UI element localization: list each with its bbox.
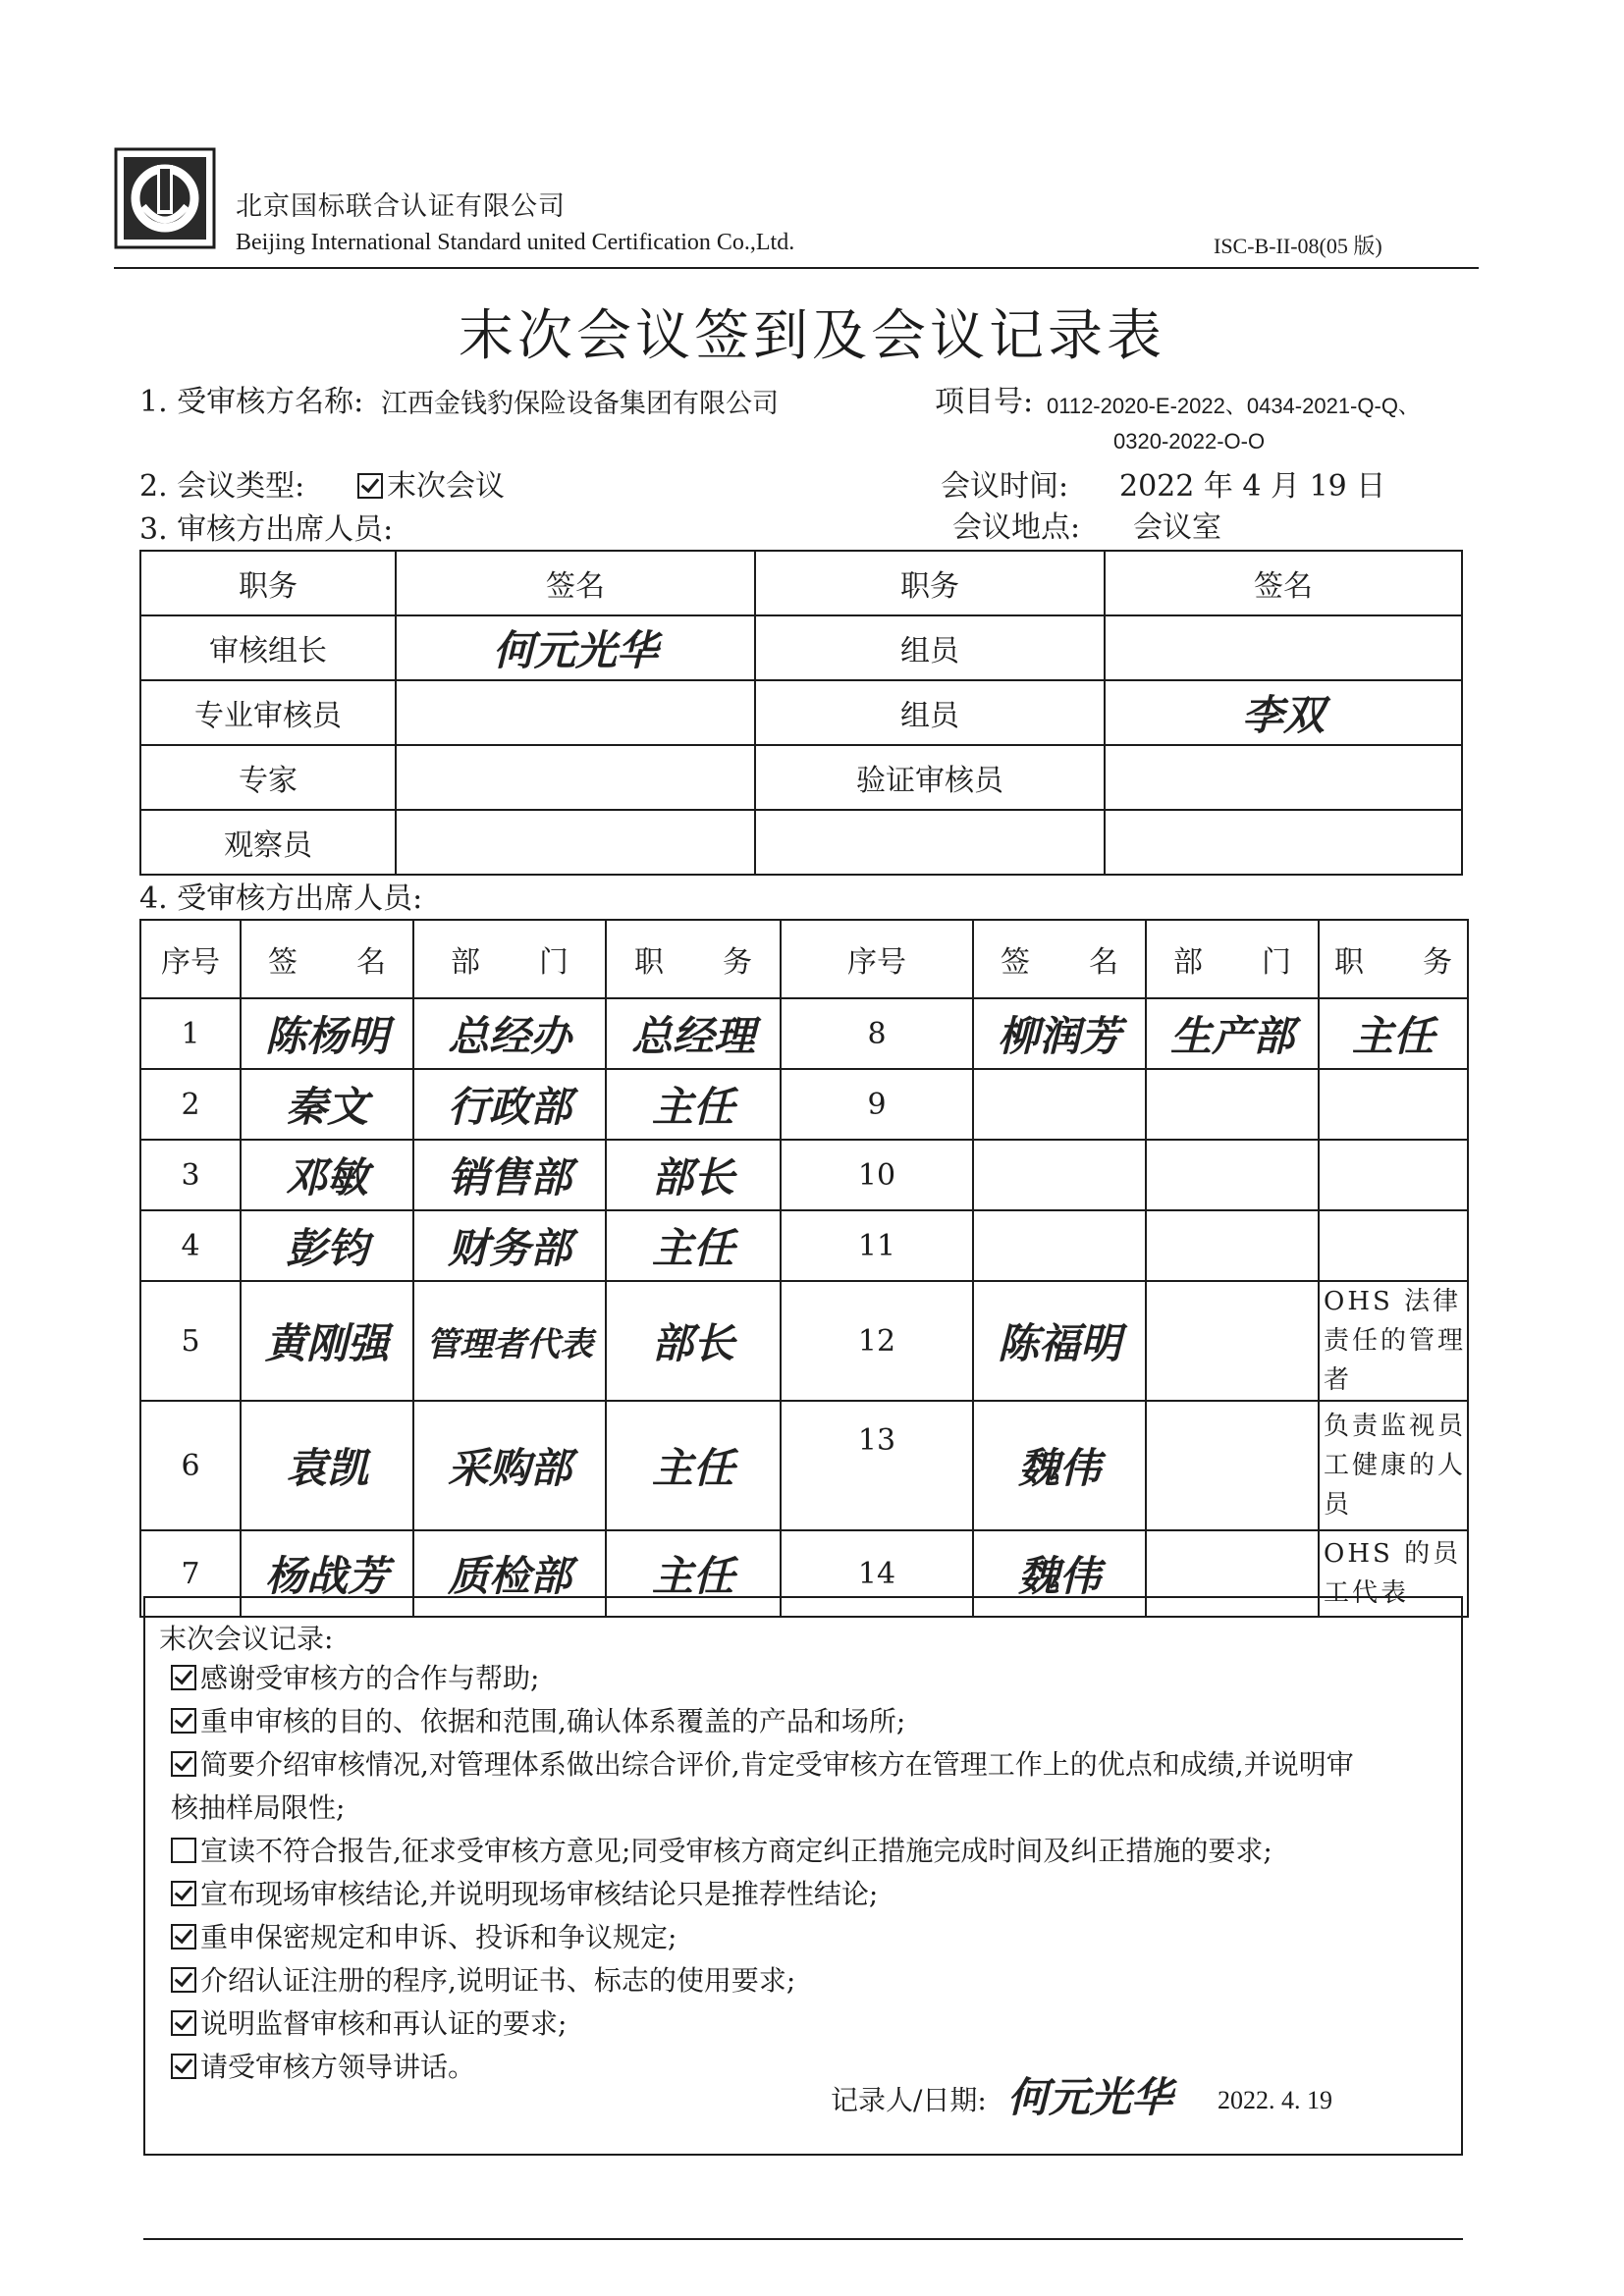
title-cell: 主任: [606, 1401, 781, 1530]
row-number: 2: [140, 1069, 241, 1140]
signature-cell: [973, 1069, 1146, 1140]
header-cell: 序号: [781, 920, 973, 998]
role-cell: 观察员: [140, 810, 396, 875]
role-cell: 验证审核员: [755, 745, 1105, 810]
row-number: 11: [781, 1210, 973, 1281]
department-cell: 采购部: [413, 1401, 606, 1530]
meeting-place-label: 会议地点:: [952, 510, 1081, 545]
minutes-item: 简要介绍审核情况,对管理体系做出综合评价,肯定受审核方在管理工作上的优点和成绩,并说明审: [171, 1743, 1354, 1787]
role-cell: 专业审核员: [140, 680, 396, 745]
signature-cell: [396, 810, 755, 875]
title-cell: [1319, 1069, 1468, 1140]
department-cell: 行政部: [413, 1069, 606, 1140]
header-cell: 职 务: [606, 920, 781, 998]
row-number: 12: [781, 1281, 973, 1401]
row-number: 1: [140, 998, 241, 1069]
signature-cell: 杨战芳: [241, 1530, 413, 1617]
header-divider: [114, 267, 1479, 269]
header-cell: 序号: [140, 920, 241, 998]
row-number: 3: [140, 1140, 241, 1210]
department-cell: [1146, 1140, 1319, 1210]
title-cell: 主任: [606, 1210, 781, 1281]
checkbox-icon: [357, 473, 383, 499]
recorder-signature: 何元光华: [1007, 2073, 1173, 2121]
auditee-attendees-label: 4. 受审核方出席人员:: [139, 881, 423, 916]
department-cell: 质检部: [413, 1530, 606, 1617]
meeting-time-label: 会议时间:: [941, 469, 1069, 504]
recorder-label: 记录人/日期:: [831, 2084, 987, 2116]
table-row: [140, 1069, 1468, 1140]
company-logo: [114, 147, 216, 249]
signature-cell: 秦文: [241, 1069, 413, 1140]
minutes-item: 感谢受审核方的合作与帮助;: [171, 1657, 539, 1700]
signature-cell: [1105, 745, 1462, 810]
meeting-place-value: 会议室: [1133, 510, 1221, 545]
header-cell: 职务: [140, 551, 396, 615]
minutes-item: 说明监督审核和再认证的要求;: [171, 2002, 567, 2046]
signature-cell: 袁凯: [241, 1401, 413, 1530]
company-name-cn: 北京国标联合认证有限公司: [236, 191, 566, 222]
department-cell: [1146, 1069, 1319, 1140]
project-value-line2: 0320-2022-O-O: [1113, 429, 1266, 454]
title-cell: 总经理: [606, 998, 781, 1069]
row-number: 8: [781, 998, 973, 1069]
checkbox-icon: [171, 1924, 196, 1949]
record-date: 2022. 4. 19: [1218, 2086, 1332, 2114]
table-row: [140, 615, 1462, 680]
row-number: 7: [140, 1530, 241, 1617]
table-row: [140, 745, 1462, 810]
department-cell: 销售部: [413, 1140, 606, 1210]
title-cell: 主任: [606, 1069, 781, 1140]
checkbox-icon: [171, 1838, 196, 1863]
header-cell: 签 名: [973, 920, 1146, 998]
department-cell: 管理者代表: [413, 1281, 606, 1401]
title-cell: 主任: [606, 1530, 781, 1617]
header-cell: 签 名: [241, 920, 413, 998]
title-cell: [1319, 1140, 1468, 1210]
signature-cell: 魏伟: [973, 1401, 1146, 1530]
role-cell: 组员: [755, 615, 1105, 680]
signature-cell: 黄刚强: [241, 1281, 413, 1401]
department-cell: [1146, 1401, 1319, 1530]
minutes-item: 重申保密规定和申诉、投诉和争议规定;: [171, 1916, 677, 1959]
auditee-value: 江西金钱豹保险设备集团有限公司: [381, 389, 779, 419]
minutes-heading: 末次会议记录:: [159, 1623, 334, 1655]
checkbox-icon: [171, 1967, 196, 1993]
company-name-en: Beijing International Standard united Certification Co.,Ltd.: [236, 230, 795, 255]
role-cell: 专家: [140, 745, 396, 810]
table-row: [140, 1140, 1468, 1210]
signature-cell: 魏伟: [973, 1530, 1146, 1617]
row-number: 6: [140, 1401, 241, 1530]
project-label: 项目号:: [935, 385, 1034, 419]
role-cell: 审核组长: [140, 615, 396, 680]
table-row: [140, 680, 1462, 745]
signature-cell: 彭钧: [241, 1210, 413, 1281]
signature-cell: 邓敏: [241, 1140, 413, 1210]
signature-cell: 陈杨明: [241, 998, 413, 1069]
meeting-type-label: 2. 会议类型:: [139, 469, 305, 504]
signature-cell: [973, 1140, 1146, 1210]
table-header-row: [140, 551, 1462, 615]
header-cell: 部 门: [413, 920, 606, 998]
row-number: 14: [781, 1530, 973, 1617]
checkbox-icon: [171, 2010, 196, 2036]
row-number: 5: [140, 1281, 241, 1401]
department-cell: 生产部: [1146, 998, 1319, 1069]
checkbox-icon: [171, 1708, 196, 1734]
row-number: 13: [781, 1401, 973, 1530]
project-value-line1: 0112-2020-E-2022、0434-2021-Q-Q、: [1047, 394, 1420, 418]
signature-cell: 陈福明: [973, 1281, 1146, 1401]
title-cell: 主任: [1319, 998, 1468, 1069]
table-row: [140, 1401, 1468, 1530]
minutes-item-continuation: 核抽样局限性;: [171, 1791, 346, 1824]
title-cell: 部长: [606, 1140, 781, 1210]
department-cell: [1146, 1210, 1319, 1281]
table-row: [140, 810, 1462, 875]
signature-cell: [1105, 615, 1462, 680]
department-cell: 总经办: [413, 998, 606, 1069]
checkbox-icon: [171, 2054, 196, 2079]
signature-cell: 李双: [1105, 680, 1462, 745]
table-row: [140, 998, 1468, 1069]
signature-cell: [396, 745, 755, 810]
title-cell: [1319, 1210, 1468, 1281]
page-title: 末次会议签到及会议记录表: [459, 304, 1165, 368]
table-header-row: [140, 920, 1468, 998]
title-cell: OHS 法律责任的管理者: [1319, 1281, 1468, 1401]
auditee-label: 1. 受审核方名称:: [139, 385, 364, 419]
checkbox-icon: [171, 1665, 196, 1690]
minutes-item: 宣读不符合报告,征求受审核方意见;同受审核方商定纠正措施完成时间及纠正措施的要求;: [171, 1830, 1272, 1873]
header-cell: 职务: [755, 551, 1105, 615]
department-cell: 财务部: [413, 1210, 606, 1281]
minutes-item: 宣布现场审核结论,并说明现场审核结论只是推荐性结论;: [171, 1873, 878, 1916]
title-cell: OHS 的员工代表: [1319, 1530, 1468, 1617]
role-cell: [755, 810, 1105, 875]
row-number: 9: [781, 1069, 973, 1140]
minutes-item: 重申审核的目的、依据和范围,确认体系覆盖的产品和场所;: [171, 1700, 905, 1743]
meeting-type-value: 末次会议: [357, 469, 505, 505]
signature-cell: [973, 1210, 1146, 1281]
header-cell: 职 务: [1319, 920, 1468, 998]
auditee-attendance-table: [139, 919, 1469, 1618]
signature-cell: [396, 680, 755, 745]
signature-cell: 柳润芳: [973, 998, 1146, 1069]
header-cell: 签名: [1105, 551, 1462, 615]
table-row: [140, 1281, 1468, 1401]
minutes-item: 介绍认证注册的程序,说明证书、标志的使用要求;: [171, 1959, 795, 2002]
meeting-time-value: 2022 年 4 月 19 日: [1119, 469, 1386, 504]
header-cell: 签名: [396, 551, 755, 615]
minutes-item: 请受审核方领导讲话。: [171, 2046, 475, 2089]
auditor-attendees-label: 3. 审核方出席人员:: [139, 512, 394, 547]
table-row: [140, 1210, 1468, 1281]
footer-divider: [143, 2238, 1463, 2240]
checkbox-icon: [171, 1881, 196, 1906]
form-code: ISC-B-II-08(05 版): [1214, 234, 1382, 258]
row-number: 10: [781, 1140, 973, 1210]
signature-cell: [1105, 810, 1462, 875]
signature-cell: 何元光华: [396, 615, 755, 680]
title-cell: 部长: [606, 1281, 781, 1401]
auditor-attendance-table: [139, 550, 1463, 876]
role-cell: 组员: [755, 680, 1105, 745]
title-cell: 负责监视员工健康的人员: [1319, 1401, 1468, 1530]
row-number: 4: [140, 1210, 241, 1281]
checkbox-icon: [171, 1751, 196, 1777]
department-cell: [1146, 1281, 1319, 1401]
header-cell: 部 门: [1146, 920, 1319, 998]
